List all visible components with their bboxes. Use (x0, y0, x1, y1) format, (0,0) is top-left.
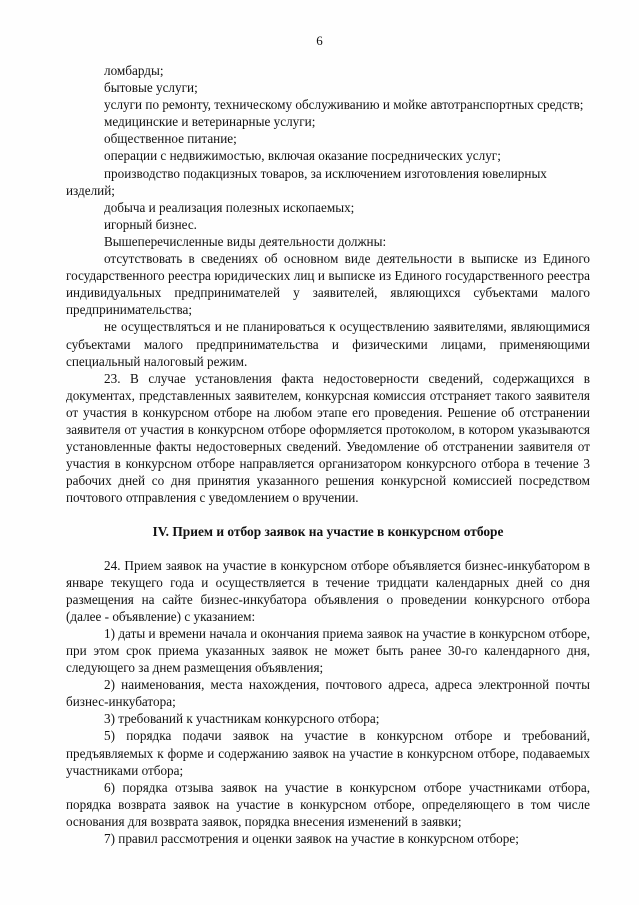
page-number: 6 (316, 33, 323, 48)
list-item: бытовые услуги; (104, 80, 198, 96)
list-item: 6) порядка отзыва заявок на участие в конкурсном отборе участниками отбора, порядка возврата заявок на участие в конкурсном отборе, определяющего в том числе основания для возврата заявок, порядка внесения изменений в заявки; (66, 779, 590, 829)
paragraph-24: 24. Прием заявок на участие в конкурсном отборе объявляется бизнес-инкубатором в январе текущего года и осуществляется в течение тридцати календарных дней со дня размещения на сайте бизнес-инкубатора объявления о проведении конкурсного отбора (далее - объявление) с указанием: (66, 557, 590, 624)
section-heading: IV. Прием и отбор заявок на участие в конкурсном отборе (152, 524, 504, 540)
list-item: ломбарды; (104, 63, 164, 78)
must-item: не осуществляться и не планироваться к осуществлению заявителями, являющимися субъектами малого предпринимательства и физическими лицами, применяющими специальный налоговый режим. (66, 319, 590, 369)
document-body (66, 62, 590, 847)
list-item: 7) правил рассмотрения и оценки заявок на участие в конкурсном отборе; (104, 831, 519, 847)
list-item: услуги по ремонту, техническому обслуживанию и мойке автотранспортных средств; (104, 97, 584, 113)
list-item: производство подакцизных товаров, за исключением изготовления ювелирных изделий; (66, 165, 547, 198)
paragraph-23: 23. В случае установления факта недостоверности сведений, содержащихся в документах, представленных заявителем, конкурсная комиссия отстраняет такого заявителя от участия в конкурсном отборе на любом этапе его проведения. Решение об отстранении заявителя от участия в конкурсном отборе оформляется протоколом, в котором указываются установленные факты недостоверных сведений. Уведомление об отстранении заявителя от участия в конкурсном отборе направляется организатором конкурсного отбора в течение 3 рабочих дней со дня принятия указанного решения конкурсной комиссией посредством почтового отправления с уведомлением о вручении. (66, 370, 590, 506)
list-item: 5) порядка подачи заявок на участие в конкурсном отборе и требований, предъявляемых к форме и содержанию заявок на участие в конкурсном отборе, подаваемых участниками отбора; (66, 728, 590, 778)
list-item: добыча и реализация полезных ископаемых; (104, 199, 355, 215)
list-item: 2) наименования, места нахождения, почтового адреса, адреса электронной почты бизнес-инкубатора; (66, 677, 590, 710)
list-item: медицинские и ветеринарные услуги; (104, 114, 316, 130)
must-intro: Вышеперечисленные виды деятельности должны: (104, 233, 387, 249)
list-item: общественное питание; (104, 131, 237, 147)
list-item: игорный бизнес. (104, 216, 197, 232)
list-item: операции с недвижимостью, включая оказание посреднических услуг; (104, 148, 501, 164)
list-item: 1) даты и времени начала и окончания приема заявок на участие в конкурсном отборе, при этом срок приема указанных заявок не может быть ранее 30-го календарного дня, следующего за днем размещения объявления; (66, 625, 590, 676)
must-item: отсутствовать в сведениях об основном виде деятельности в выписке из Единого государственного реестра юридических лиц и выписке из Единого государственного реестра индивидуальных предпринимателей у заявителей, являющихся субъектами малого предпринимательства; (66, 251, 590, 318)
list-item: 3) требований к участникам конкурсного отбора; (104, 711, 380, 727)
